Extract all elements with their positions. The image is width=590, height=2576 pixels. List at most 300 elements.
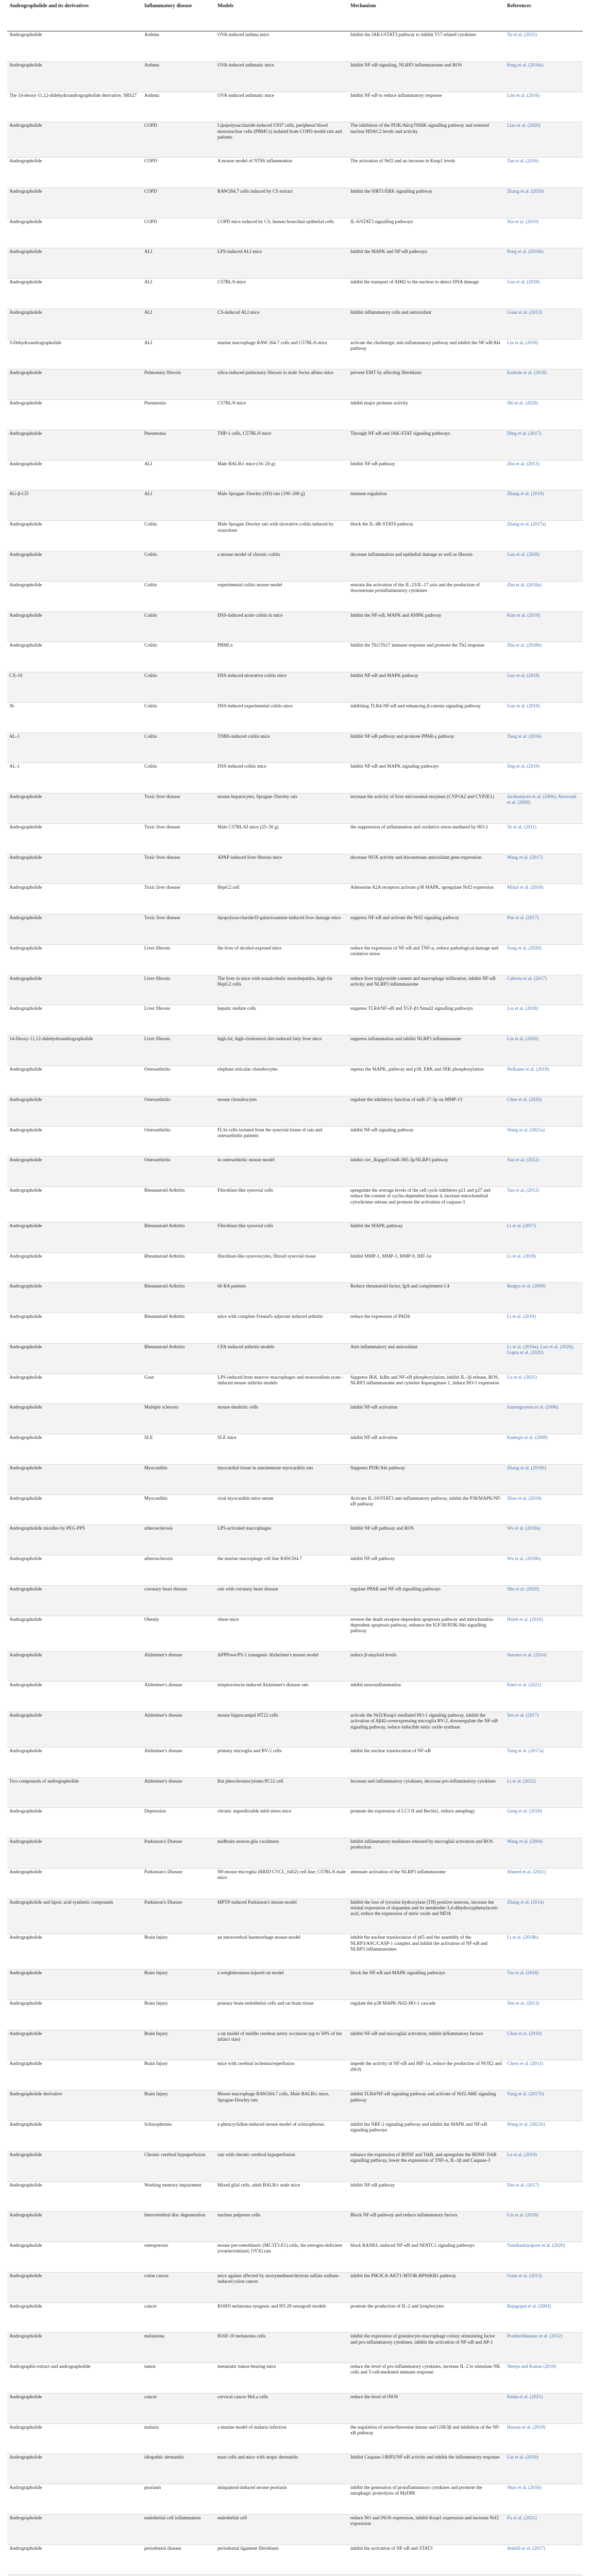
disease-cell: malaria (142, 2424, 215, 2454)
disease-cell: Working memory impairment (142, 2181, 215, 2212)
disease-cell: Rheumatoid Arthritis (142, 1343, 215, 1374)
reference-cell[interactable]: Sheeja and Kuttan (2010) (505, 2363, 583, 2394)
compound-cell: 3-Dehydroandrographolide (7, 339, 142, 369)
reference-cell[interactable]: Guo et al. (2019) (505, 702, 583, 733)
disease-cell: Brain Injury (142, 1934, 215, 1970)
mechanism-cell: activate the Nrf2/Keap1-mediated HO-1 signaling pathway, inhibit the activation of Aβ42-overexpressing microglia BV-2, downregulate the NF-κB signaling pathway, reduce inducible nitric oxide synthase (348, 1712, 505, 1748)
reference-cell[interactable]: Patel et al. (2021) (505, 1682, 583, 1712)
disease-cell: coronary heart disease (142, 1586, 215, 1616)
reference-cell[interactable]: Karkale et al. (2018) (505, 369, 583, 400)
disease-cell: Asthma (142, 31, 215, 62)
disease-cell: Liver fibrosis (142, 1005, 215, 1036)
table-row (7, 733, 583, 763)
disease-cell: Colitis (142, 733, 215, 763)
disease-cell: Colitis (142, 551, 215, 582)
reference-cell[interactable]: Das et al. (2017) (505, 2181, 583, 2212)
mechanism-cell: inhibiting TLR4-NF-κB and enhancing β-catenin signaling pathway (348, 702, 505, 733)
disease-cell: Pneumonia (142, 430, 215, 460)
disease-cell: Depression (142, 1808, 215, 1838)
reference-cell[interactable]: Wu et al. (2018a) (505, 1525, 583, 1555)
mechanism-cell: inhibit NF-κB activation (348, 1434, 505, 1465)
disease-cell: COPD (142, 188, 215, 218)
model-cell: mouse chondrocytes (215, 1096, 348, 1126)
mechanism-cell: block RANKL-induced NF-κB and NFATC1 signaling pathways (348, 2242, 505, 2273)
model-cell: chronic unpredictable mild stress mice (215, 1808, 348, 1838)
compound-cell: Andrographolide (7, 1970, 142, 2000)
mechanism-cell: Inhibit inflammatory mediators released by microglial activation and ROS production (348, 1838, 505, 1869)
table-row (7, 61, 583, 92)
mechanism-cell: Inhibit the MAPK pathway (348, 1222, 505, 1252)
table-row (7, 1934, 583, 1970)
model-cell: fibroblast-like synoviocytes, fibroid synovial tissue (215, 1252, 348, 1283)
disease-cell: Brain Injury (142, 2060, 215, 2091)
reference-cell[interactable]: Yang et al. (2017a) (505, 1747, 583, 1777)
compound-cell: Andrographolide (7, 551, 142, 582)
disease-cell: Colitis (142, 612, 215, 642)
table-row (7, 1313, 583, 1344)
compound-cell: Andrographolide (7, 309, 142, 339)
mechanism-cell: Inhibit the JAK1/STAT3 pathway to inhibit T17 related cytokines (348, 31, 505, 62)
reference-cell[interactable]: Wang et al. (2004) (505, 1838, 583, 1869)
model-cell: metastatic tumor-bearing mice (215, 2363, 348, 2394)
disease-cell: Toxic liver disease (142, 854, 215, 884)
table-row (7, 2302, 583, 2333)
disease-cell: Asthma (142, 92, 215, 122)
reference-cell[interactable]: Gao et al. (2019) (505, 279, 583, 309)
reference-cell[interactable]: Zhang et al. (2020) (505, 188, 583, 218)
reference-cell[interactable]: Shi et al. (2020) (505, 400, 583, 430)
model-cell: DSS-induced ulcerative colitis mice (215, 672, 348, 703)
disease-cell: Colitis (142, 702, 215, 733)
compound-cell: Andrographolide (7, 1187, 142, 1223)
compound-cell: Andrographolide and lipoic acid synthetic compounds (7, 1899, 142, 1934)
reference-cell[interactable]: Li et al. (2016a); Luo et al. (2020); Gupta et al. (2020) (505, 1343, 583, 1374)
table-row (7, 2393, 583, 2424)
reference-cell[interactable]: Zhang et al. (2019) (505, 490, 583, 521)
model-cell: lipopolysaccharide/D-galactosamine-induced liver damage mice (215, 914, 348, 945)
table-row (7, 1777, 583, 1808)
compound-cell: Andrographolide (7, 612, 142, 642)
table-row (7, 1747, 583, 1777)
table-row (7, 1157, 583, 1187)
reference-cell[interactable]: Lim et al. (2016) (505, 92, 583, 122)
reference-cell[interactable]: Zhu et al. (2018a) (505, 581, 583, 612)
table-row (7, 1283, 583, 1313)
reference-cell[interactable]: Ambili et al. (2017) (505, 2545, 583, 2575)
reference-cell[interactable]: Geng et al. (2019) (505, 1808, 583, 1838)
compound-cell: Andrographolide (7, 1096, 142, 1126)
table-row (7, 1525, 583, 1555)
mechanism-cell: Inhibit the loss of tyrosine hydroxylase (TH) positive neurons, increase the striatal expression of dopamine and its metabolite 3,4-dihydroxyphenylacetic acid, reduce the expression of nitric oxide and MDA (348, 1899, 505, 1934)
compound-cell: Andrographolide (7, 218, 142, 248)
disease-cell: Osteoarthritis (142, 1157, 215, 1187)
mechanism-cell: Inhibit NF-κB and MAPK signaling pathways (348, 763, 505, 793)
compound-cell: Andrographolide (7, 1222, 142, 1252)
table-row (7, 1187, 583, 1223)
disease-cell: Liver fibrosis (142, 1036, 215, 1066)
reference-cell[interactable]: Fu et al. (2021) (505, 2514, 583, 2545)
model-cell: 60 RA patients (215, 1283, 348, 1313)
table-row (7, 2060, 583, 2091)
table-row (7, 2454, 583, 2484)
table-row (7, 1899, 583, 1934)
mechanism-cell: Inhibit inflammatory cells and antioxidant (348, 309, 505, 339)
compound-cell: Andrographolide (7, 1838, 142, 1869)
reference-cell[interactable]: Gao et al. (2020) (505, 551, 583, 582)
mechanism-cell: inhibit NF-κB activation (348, 1404, 505, 1434)
compound-cell: Andrographolide (7, 1495, 142, 1525)
table-row (7, 642, 583, 672)
reference-cell[interactable]: Wu et al. (2018b) (505, 1555, 583, 1586)
reference-cell[interactable]: Zhao et al. (2018) (505, 1495, 583, 1525)
disease-cell: Alzheimer's disease (142, 1777, 215, 1808)
model-cell: mouse hepatocytes, Sprague–Dawley rats (215, 793, 348, 824)
compound-cell: Andrographolide (7, 1555, 142, 1586)
model-cell: a murine model of malaria infection (215, 2424, 348, 2454)
reference-cell[interactable]: Seo et al. (2017) (505, 1712, 583, 1748)
mechanism-cell: the suppression of inflammation and oxidative stress mediated by HO-1 (348, 823, 505, 854)
mechanism-cell: Inhibit NF-κB signaling, NLRP3 inflammasome and ROS (348, 61, 505, 92)
table-row (7, 1651, 583, 1682)
mechanism-cell: increase the activity of liver microsomal enzymes (CYP1A2 and CYP2E1) (348, 793, 505, 824)
mechanism-cell: suppress inflammation and inhibit NLRP3 inflammasome (348, 1036, 505, 1066)
reference-cell[interactable]: Zhu et al. (2013) (505, 460, 583, 490)
model-cell: RAW264.7 cells induced by CS extract (215, 188, 348, 218)
reference-cell[interactable]: Tao et al. (2018) (505, 1970, 583, 2000)
reference-cell[interactable]: Yu et al. (2021) (505, 31, 583, 62)
compound-cell: Andrographolide (7, 122, 142, 158)
mechanism-cell: inhibit NF-κB pathway (348, 1555, 505, 1586)
reference-cell[interactable]: Yan et al. (2022) (505, 1157, 583, 1187)
mechanism-cell: inhibit the nuclear translocation of p65 and the assembly of the NLRP3/ASC/CASP-1 complex and inhibit the activation of NF-κB and NLRP3 inflammasomes (348, 1934, 505, 1970)
model-cell: LPS-activated macrophages (215, 1525, 348, 1555)
reference-cell[interactable]: Mittal et al. (2016) (505, 884, 583, 914)
table-row (7, 854, 583, 884)
disease-cell: Toxic liver disease (142, 884, 215, 914)
table-row (7, 914, 583, 945)
model-cell: SLE mice (215, 1434, 348, 1465)
table-header (7, 0, 583, 31)
reference-cell[interactable]: Liu et al. (2020) (505, 1036, 583, 1066)
reference-cell[interactable]: Peng et al. (2016a) (505, 61, 583, 92)
compound-cell: Andrographolide (7, 1616, 142, 1651)
compound-cell: Two compounds of andrographolide (7, 1777, 142, 1808)
mechanism-cell: inhibit NF-κB pathway (348, 2181, 505, 2212)
reference-cell[interactable]: Cabrera et al. (2017) (505, 975, 583, 1005)
mechanism-cell: reduce the expression of NF-κB and TNF-α, reduce pathological damage and oxidative stress (348, 944, 505, 975)
table-row (7, 2484, 583, 2515)
mechanism-cell: inhibit the nuclear translocation of NF-κB (348, 1747, 505, 1777)
compound-cell: Andrographolide micelles by PEG-PPS (7, 1525, 142, 1555)
reference-cell[interactable]: Lu et al. (2019) (505, 2151, 583, 2181)
disease-cell: ALI (142, 279, 215, 309)
reference-cell[interactable]: Shao et al. (2016) (505, 2484, 583, 2515)
table-row (7, 521, 583, 551)
compound-cell: Andrographolide (7, 369, 142, 400)
header-models: Models (215, 0, 348, 31)
reference-cell[interactable]: Zhu et al. (2018b) (505, 642, 583, 672)
disease-cell: Osteoarthritis (142, 1096, 215, 1126)
disease-cell: Rheumatoid Arthritis (142, 1222, 215, 1252)
reference-cell[interactable]: Yan et al. (2012) (505, 1187, 583, 1223)
compound-cell: Andrographolide (7, 1808, 142, 1838)
table-row (7, 1495, 583, 1525)
mechanism-cell: regulate PPAR and NF-κB signalling pathways (348, 1586, 505, 1616)
model-cell: DSS-induced experimental colitis mice (215, 702, 348, 733)
reference-cell[interactable]: Jarukamjorn et al. (2006); Akowuah et al. (2009) (505, 793, 583, 824)
reference-cell[interactable]: Tantikanlayaporn et al. (2020) (505, 2242, 583, 2273)
table-row (7, 2151, 583, 2181)
reference-cell[interactable]: Ahmed et al. (2021) (505, 1868, 583, 1899)
disease-cell: Alzheimer's disease (142, 1682, 215, 1712)
model-cell: The liver in mice with nonalcoholic steatohepatitis, high-fat HepG2 cells (215, 975, 348, 1005)
reference-cell[interactable]: Serrano et al. (2014) (505, 1651, 583, 1682)
disease-cell: COPD (142, 158, 215, 188)
model-cell: mouse hippocampal HT22 cells (215, 1712, 348, 1748)
model-cell: HepG2 cell (215, 884, 348, 914)
disease-cell: Schizophrenia (142, 2121, 215, 2151)
model-cell: mice with cerebral ischemia/reperfusion (215, 2060, 348, 2091)
model-cell: Mouse macrophage RAW264.7 cells, Male BALB/c mice, Sprague-Dawley rats (215, 2091, 348, 2121)
reference-cell[interactable]: Burgos et al. (2009) (505, 1283, 583, 1313)
mechanism-cell: Inhibit NF-κB pathway and promote PPAR-γ pathway (348, 733, 505, 763)
reference-cell[interactable]: Lo et al. (2021) (505, 1374, 583, 1404)
model-cell: CFA-induced arthritis models (215, 1343, 348, 1374)
reference-cell[interactable]: Xia et al. (2019) (505, 218, 583, 248)
reference-cell[interactable]: Liu et al. (2018) (505, 339, 583, 369)
compound-cell: Andrographolide (7, 2242, 142, 2273)
table-row (7, 2091, 583, 2121)
model-cell: Fibroblast-like synovial cells (215, 1187, 348, 1223)
reference-cell[interactable]: Shu et al. (2020) (505, 1586, 583, 1616)
compound-cell: Andrographolide (7, 1157, 142, 1187)
compound-cell: Andrographolide (7, 2484, 142, 2515)
model-cell: rats with chronic cerebral hypoperfusion (215, 2151, 348, 2181)
disease-cell: endothelial cell inflammation (142, 2514, 215, 2545)
reference-cell[interactable]: Song et al. (2020) (505, 944, 583, 975)
reference-cell[interactable]: Yang et al. (2017b) (505, 2091, 583, 2121)
mechanism-cell: inhibit major protease activity (348, 400, 505, 430)
model-cell: a phencyclidine-induced mouse model of schizophrenia (215, 2121, 348, 2151)
mechanism-cell: suppress TLR4/NF-κB and TGF-β1/Smad2 signalling pathways (348, 1005, 505, 1036)
model-cell: silica-induced pulmonary fibrosis in male Swiss albino mice (215, 369, 348, 400)
reference-cell[interactable]: Ding et al. (2017) (505, 430, 583, 460)
reference-cell[interactable]: Ye et al. (2011) (505, 823, 583, 854)
model-cell: the liver of alcohol-exposed mice (215, 944, 348, 975)
reference-cell[interactable]: Yen et al. (2013) (505, 1999, 583, 2030)
disease-cell: Parkinson's Disease (142, 1899, 215, 1934)
compound-cell: Andrographolide (7, 2333, 142, 2363)
compound-cell: Andrographolide (7, 1313, 142, 1344)
reference-cell[interactable]: Chen et al. (2020) (505, 1096, 583, 1126)
model-cell: murine macrophage RAW 264.7 cells and C57BL/6 mice (215, 339, 348, 369)
reference-cell[interactable]: Peng et al. (2016b) (505, 248, 583, 279)
table-row (7, 2272, 583, 2302)
mechanism-cell: immune regulation (348, 490, 505, 521)
table-row (7, 1404, 583, 1434)
model-cell: LPS-induced ALI mice (215, 248, 348, 279)
table-row (7, 430, 583, 460)
model-cell: mast cells and mice with atopic dermatitis (215, 2454, 348, 2484)
mechanism-cell: reverse the death receptor-dependent apoptosis pathway and mitochondria-dependent apoptosis pathway, enhance the IGF1R/PI3K/Akt signalling pathway (348, 1616, 505, 1651)
reference-cell[interactable]: Tan et al. (2016) (505, 158, 583, 188)
table-row (7, 1343, 583, 1374)
model-cell: mice with complete Freund's adjuvant induced arthritis (215, 1313, 348, 1344)
reference-cell[interactable]: Liu et al. (2018) (505, 1005, 583, 1036)
header-compound: Andrographolide and its derivatives (7, 0, 142, 31)
mechanism-cell: reduce NO and iNOS expression, inhibit Keap1 expression and increase Nrf2 expression (348, 2514, 505, 2545)
table-row (7, 1096, 583, 1126)
compound-cell: Andrographolide (7, 521, 142, 551)
reference-cell[interactable]: Yang et al. (2016) (505, 733, 583, 763)
reference-cell[interactable]: Iruretagoyena et al. (2006) (505, 1404, 583, 1434)
reference-cell[interactable]: Zhang et al. (2014) (505, 1899, 583, 1934)
reference-cell[interactable]: Guan et al. (2013) (505, 309, 583, 339)
reference-cell[interactable]: Lin et al. (2016) (505, 2454, 583, 2484)
compound-cell: Andrographolide (7, 1651, 142, 1682)
compound-cell: Andrographolide (7, 430, 142, 460)
reference-cell[interactable]: Hsieh et al. (2016) (505, 1616, 583, 1651)
compound-cell: Andrographolide (7, 2514, 142, 2545)
mechanism-cell: reduce the level of iNOS (348, 2393, 505, 2424)
mechanism-cell: attenuate activation of the NLRP3 inflammasome (348, 1868, 505, 1899)
reference-cell[interactable]: Li et al. (2018b) (505, 1934, 583, 1970)
reference-cell[interactable]: Li et al. (2017) (505, 1222, 583, 1252)
table-row (7, 339, 583, 369)
reference-cell[interactable]: Hassan et al. (2019) (505, 2424, 583, 2454)
model-cell: DSS-induced acute colitis in mice (215, 612, 348, 642)
compound-cell: 14-Deoxy-11,12-didehydroandrographolide (7, 1036, 142, 1066)
header-row (7, 0, 583, 31)
model-cell: mice against affected by azoxymethane/dextran sulfate sodium-induced colon cancer (215, 2272, 348, 2302)
model-cell: primary brain endothelial cells and rat brain tissue (215, 1999, 348, 2030)
disease-cell: Myocarditis (142, 1464, 215, 1495)
reference-cell[interactable]: Wang et al. (2017) (505, 854, 583, 884)
model-cell: C57BL/6 mice (215, 400, 348, 430)
reference-cell[interactable]: Guan et al. (2013) (505, 2272, 583, 2302)
reference-cell[interactable]: Zhang et al. (2019b) (505, 1464, 583, 1495)
disease-cell: Asthma (142, 61, 215, 92)
table-row (7, 793, 583, 824)
mechanism-cell: inhibit the activation of NF-κB and STAT3 (348, 2545, 505, 2575)
disease-cell: Myocarditis (142, 1495, 215, 1525)
reference-cell[interactable]: Chan et al. (2010) (505, 2030, 583, 2060)
mechanism-cell: prevent EMT by affecting fibroblasts (348, 369, 505, 400)
disease-cell: Alzheimer's disease (142, 1747, 215, 1777)
table-row (7, 2545, 583, 2575)
model-cell: experimental colitis mouse model (215, 581, 348, 612)
reference-cell[interactable]: Liao et al. (2020) (505, 122, 583, 158)
disease-cell: colon cancer (142, 2272, 215, 2302)
disease-cell: melanoma (142, 2333, 215, 2363)
mechanism-cell: promote the expression of LC3 II and Beclin1, reduce autophagy (348, 1808, 505, 1838)
mechanism-cell: inhibit the NRF-2 signaling pathway and inhibit the MAPK and NF-κB signaling pathways (348, 2121, 505, 2151)
table-row (7, 1066, 583, 1096)
table-row (7, 763, 583, 793)
reference-cell[interactable]: Kim et al. (2019) (505, 612, 583, 642)
reference-cell[interactable]: Zhang et al. (2017a) (505, 521, 583, 551)
reference-cell[interactable]: Gao et al. (2018) (505, 672, 583, 703)
reference-cell[interactable]: Li et al. (2019) (505, 1313, 583, 1344)
model-cell: elephant articular chondrocytes (215, 1066, 348, 1096)
compound-cell: Andrographolide (7, 884, 142, 914)
model-cell: Male BALB/c mice (16–20 g) (215, 460, 348, 490)
reference-cell[interactable]: Wang et al. (2021b) (505, 2121, 583, 2151)
reference-cell[interactable]: Pan et al. (2017) (505, 914, 583, 945)
reference-cell[interactable]: Nelkame et al. (2019) (505, 1066, 583, 1096)
disease-cell: Rheumatoid Arthritis (142, 1283, 215, 1313)
table-row (7, 369, 583, 400)
mechanism-cell: block the IL-4R-STAT6 pathway (348, 521, 505, 551)
disease-cell: Brain Injury (142, 1970, 215, 2000)
model-cell: Male Sprague Dawley rats with ulcerative colitis induced by oxazolone (215, 521, 348, 551)
compound-cell: Andrographolide (7, 793, 142, 824)
model-cell: Male Sprague–Dawley (SD) rats (190–200 g) (215, 490, 348, 521)
mechanism-cell: Inhibit Caspase-1/RIP2/NF-κB activity and inhibit the inflammatory response (348, 2454, 505, 2484)
mechanism-cell: Inhibit NF-κB to reduce inflammatory response (348, 92, 505, 122)
model-cell: APAP-induced liver fibrosis mice (215, 854, 348, 884)
mechanism-cell: block the NF-κB and MAPK signalling pathways (348, 1970, 505, 2000)
disease-cell: Pulmonary fibrosis (142, 369, 215, 400)
table-row (7, 31, 583, 62)
table-row (7, 2030, 583, 2060)
disease-cell: Brain Injury (142, 2091, 215, 2121)
disease-cell: Chronic cerebral hypoperfusion (142, 2151, 215, 2181)
reference-cell[interactable]: Kalergis et al. (2009) (505, 1434, 583, 1465)
compound-cell: Andrographolide (7, 2212, 142, 2242)
reference-cell[interactable]: Pratheeshkumar et al. (2012) (505, 2333, 583, 2363)
model-cell: rats with coronary heart disease (215, 1586, 348, 1616)
disease-cell: Multiple sclerosis (142, 1404, 215, 1434)
compound-cell: Andrographolide (7, 914, 142, 945)
reference-cell[interactable]: Jing et al. (2019) (505, 763, 583, 793)
mechanism-cell: decrease inflammation and epithelial damage as well as fibrosis (348, 551, 505, 582)
mechanism-cell: the regulation of serine/threonine kinase and GSK3β and inhibition of the NF-κB pathway (348, 2424, 505, 2454)
reference-cell[interactable]: Pasha et al. (2021) (505, 2393, 583, 2424)
compound-cell: Andrographolide (7, 188, 142, 218)
reference-cell[interactable]: Li et al. (2022) (505, 1777, 583, 1808)
disease-cell: Colitis (142, 763, 215, 793)
table-row (7, 218, 583, 248)
disease-cell: cancer (142, 2393, 215, 2424)
mechanism-cell: The activation of Nrf2 and an increase in Keap1 levels (348, 158, 505, 188)
compound-cell: Andrographolide (7, 1343, 142, 1374)
reference-cell[interactable]: Chern et al. (2011) (505, 2060, 583, 2091)
disease-cell: idiopathic dermatitis (142, 2454, 215, 2484)
table-row (7, 2242, 583, 2273)
model-cell: a rat model of middle cerebral artery occlusion (up to 50% of the infarct size) (215, 2030, 348, 2060)
table-row (7, 1434, 583, 1465)
disease-cell: Liver fibrosis (142, 944, 215, 975)
reference-cell[interactable]: Li et al. (2019) (505, 1252, 583, 1283)
compound-cell: Andrographolide (7, 248, 142, 279)
model-cell: mouse pre-osteoblastic (MC3T3-E1) cells, the estrogen-deficient (ovariectomized, OVX) rats (215, 2242, 348, 2273)
model-cell: cervical cancer HeLa cells (215, 2393, 348, 2424)
compound-cell: Andrographolide (7, 400, 142, 430)
model-cell: APPPswe/PS-1 transgenic Alzheimer's mouse model (215, 1651, 348, 1682)
compound-cell: The 14-deoxy-11,12-didehydroandrographolide derivative, SRS27 (7, 92, 142, 122)
model-cell: endothelial cell (215, 2514, 348, 2545)
reference-cell[interactable]: Rajagopal et al. (2003) (505, 2302, 583, 2333)
compound-cell: Andrographolide (7, 823, 142, 854)
header-references: References (505, 0, 583, 31)
reference-cell[interactable]: Wang et al. (2021a) (505, 1126, 583, 1157)
table-row (7, 400, 583, 430)
mechanism-cell: restrain the activation of the IL-23/IL-17 axis and the production of downstream proinflammatory cytokines (348, 581, 505, 612)
disease-cell: Rheumatoid Arthritis (142, 1252, 215, 1283)
mechanism-cell: Adenosine A2A receptors activate p38 MAPK, upregulate Nrf2 expression (348, 884, 505, 914)
reference-cell[interactable]: Liu et al. (2019) (505, 2212, 583, 2242)
